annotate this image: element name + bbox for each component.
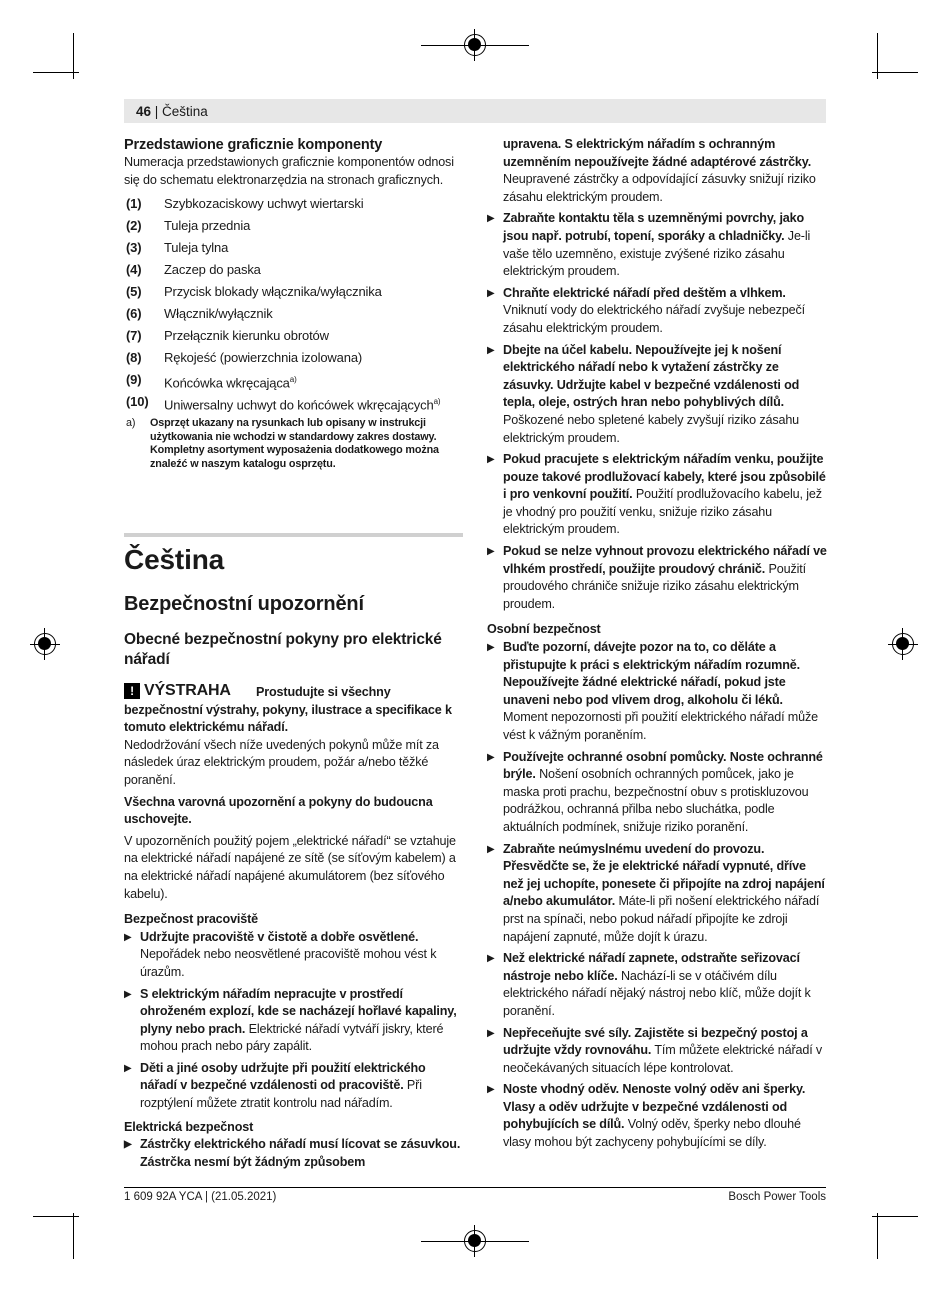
section-rule (124, 533, 463, 537)
component-item (124, 393, 464, 415)
warning-label: ! VÝSTRAHA (124, 682, 231, 700)
component-label: Końcówka wkręcająca$^{a)}$ (164, 375, 297, 391)
component-number: (8) (126, 350, 142, 366)
bullet-item: ▶ Udržujte pracoviště v čistotě a dobře osvětlené. Nepořádek nebo neosvětlené pracoviště mohou vést k úrazům. (124, 929, 464, 982)
warning-block (124, 684, 464, 737)
footer-left: 1 609 92A YCA | (21.05.2021) (124, 1191, 277, 1203)
component-item (124, 371, 464, 393)
component-number: (2) (126, 218, 142, 234)
component-number: (10) (126, 394, 149, 410)
component-item (124, 261, 464, 283)
workplace-heading: Bezpečnost pracoviště (124, 912, 259, 927)
warning-bold: Prostudujte si všechny bezpečnostní výstrahy, pokyny, ilustrace a specifikace k tomuto elektrickému nářadí. (124, 685, 452, 735)
page-header-bar (124, 99, 826, 123)
component-label: Tuleja przednia (164, 218, 251, 234)
component-item (124, 327, 464, 349)
bullet-item: ▶ Nepřeceňujte své síly. Zajistěte si bezpečný postoj a udržujte vždy rovnováhu. Tím můžete elektrické nářadí v neočekávaných situacích lépe kontrolovat. (487, 1025, 827, 1078)
component-item (124, 349, 464, 371)
footer-rule (124, 1187, 826, 1188)
right-column (487, 136, 827, 1156)
footnote-ref: a) (289, 375, 297, 385)
component-number: (5) (126, 284, 142, 300)
safety-title: Bezpečnostní upozornění (124, 593, 364, 615)
bullet-item: ▶ Buďte pozorní, dávejte pozor na to, co děláte a přistupujte k práci s elektrickým nářadím rozumně. Nepoužívejte žádné elektrické nářadí, pokud jste unaveni nebo pod vlivem drog, alkoholu či léků. Moment nepozornosti při použití elektrického nářadí může vést k vážným poraněním. (487, 639, 827, 745)
electric-heading: Elektrická bezpečnost (124, 1119, 254, 1134)
bullet-item: ▶ Pokud pracujete s elektrickým nářadím venku, použijte pouze takové prodlužovací kabely, které jsou způsobilé i pro venkovní použití. Použití prodlužovacího kabelu, jež je vhodný pro použití venku, snižuje riziko zásahu elektrickým proudem. (487, 451, 827, 539)
component-number: (1) (126, 196, 142, 212)
electric-item-first: ▶ Zástrčky elektrického nářadí musí lícovat se zásuvkou. Zástrčka nesmí být žádným způsobem (124, 1136, 464, 1171)
component-label: Uniwersalny uchwyt do końcówek wkręcających$^{a)}$ (164, 397, 441, 413)
electric-item-continued: upravena. S elektrickým nářadím s ochranným uzemněním nepoužívejte žádné adaptérové zástrčky. Neupravené zástrčky a odpovídající zásuvky snižují riziko zásahu elektrickým proudem. (503, 137, 816, 204)
component-label: Zaczep do paska (164, 262, 261, 278)
component-item (124, 239, 464, 261)
lang-title: Čeština (124, 544, 225, 575)
bullet-item: ▶ Noste vhodný oděv. Nenoste volný oděv ani šperky. Vlasy a oděv udržujte v bezpečné vzdálenosti od pohybujících se dílů. Volný oděv, šperky nebo dlouhé vlasy mohou být zachyceny pohybujícími se díly. (487, 1081, 827, 1151)
components-heading: Przedstawione graficznie komponenty (124, 137, 383, 153)
component-item (124, 217, 464, 239)
page-header: 46 | Čeština (136, 104, 208, 119)
component-number: (3) (126, 240, 142, 256)
footnote: a) Osprzęt ukazany na rysunkach lub opisany w instrukcji użytkowania nie wchodzi w standardowy zakres dostawy. Kompletny asortyment wyposażenia dodatkowego można znaleźć w naszym katalogu osprzętu. (126, 417, 439, 470)
keep-instructions: Všechna varovná upozornění a pokyny do budoucna uschovejte. (124, 794, 433, 827)
general-title: Obecné bezpečnostní pokyny pro elektrické nářadí (124, 631, 442, 668)
bullet-item: ▶ Zabraňte neúmyslnému uvedení do provozu. Přesvědčte se, že je elektrické nářadí vypnuté, dříve než jej uchopíte, ponesete či připojíte na zdroj napájení a/nebo akumulátor. Máte-li při nošení elektrického nářadí prst na spínači, nebo pokud nářadí připojíte ke zdroji napájení zapnuté, může dojít k úrazu. (487, 841, 827, 947)
component-item (124, 305, 464, 327)
bullet-item: ▶ Zabraňte kontaktu těla s uzemněnými povrchy, jako jsou např. potrubí, topení, sporáky a chladničky. Je-li vaše tělo uzemněno, existuje zvýšené riziko zásahu elektrickým proudem. (487, 210, 827, 280)
component-label: Przełącznik kierunku obrotów (164, 328, 329, 344)
component-label: Przycisk blokady włącznika/wyłącznika (164, 284, 382, 300)
bullet-item: ▶ Děti a jiné osoby udržujte při použití elektrického nářadí v bezpečné vzdálenosti od pracoviště. Při rozptýlení můžete ztratit kontrolu nad nářadím. (124, 1060, 464, 1113)
bullet-item: ▶ Chraňte elektrické nářadí před deštěm a vlhkem. Vniknutí vody do elektrického nářadí zvyšuje nebezpečí zásahu elektrickým proudem. (487, 285, 827, 338)
component-number: (9) (126, 372, 142, 388)
warning-icon: ! (124, 683, 140, 699)
footnote-ref: a) (433, 397, 441, 407)
component-label: Tuleja tylna (164, 240, 229, 256)
component-label: Szybkozaciskowy uchwyt wiertarski (164, 196, 364, 212)
component-item (124, 283, 464, 305)
bullet-item: ▶ Dbejte na účel kabelu. Nepoužívejte jej k nošení elektrického nářadí nebo k vytažení zástrčky ze zásuvky. Udržujte kabel v bezpečné vzdálenosti od tepla, oleje, ostrých hran nebo pohyblivých dílů. Poškozené nebo spletené kabely zvyšují riziko zásahu elektrickým proudem. (487, 342, 827, 448)
personal-heading: Osobní bezpečnost (487, 622, 601, 637)
header-language: Čeština (162, 104, 208, 119)
component-label: Rękojeść (powierzchnia izolowana) (164, 350, 363, 366)
warning-text: Nedodržování všech níže uvedených pokynů může mít za následek úraz elektrickým proudem, požár a/nebo těžké poranění. (124, 737, 439, 787)
component-number: (7) (126, 328, 142, 344)
bullet-item: ▶ S elektrickým nářadím nepracujte v prostředí ohroženém explozí, kde se nacházejí hořlavé kapaliny, plyny nebo prach. Elektrické nářadí vytváří jiskry, které mohou prach nebo páry zapálit. (124, 986, 464, 1056)
bullet-item: ▶ Než elektrické nářadí zapnete, odstraňte seřizovací nástroje nebo klíče. Nachází-li se v otáčivém dílu elektrického nářadí nějaký nástroj nebo klíč, může dojít k poranění. (487, 950, 827, 1020)
bullet-item: ▶ Pokud se nelze vyhnout provozu elektrického nářadí ve vlhkém prostředí, použijte proudový chránič. Použití proudového chrániče snižuje riziko zásahu elektrickým proudem. (487, 543, 827, 613)
left-column (124, 136, 464, 471)
page-number: 46 (136, 104, 152, 119)
definition-text: V upozorněních použitý pojem „elektrické nářadí“ se vztahuje na elektrické nářadí napájené ze sítě (se síťovým kabelem) a na elektrické nářadí napájené akumulátorem (bez síťového kabelu). (124, 833, 456, 901)
component-label: Włącznik/wyłącznik (164, 306, 273, 322)
left-column-cz (124, 543, 464, 1175)
workplace-list (124, 929, 464, 1113)
components-list (124, 195, 464, 415)
electric-list (487, 210, 827, 613)
personal-list (487, 639, 827, 1152)
components-intro: Numeracja przedstawionych graficznie komponentów odnosi się do schematu elektronarzędzia na stronach graficznych. (124, 155, 454, 187)
bullet-item: ▶ Používejte ochranné osobní pomůcky. Noste ochranné brýle. Nošení osobních ochranných pomůcek, jako je maska proti prachu, bezpečnostní obuv s protiskluzovou podrážkou, ochranná přilba nebo sluchátka, podle aktuálních podmínek, snižuje riziko poranění. (487, 749, 827, 837)
footer-right: Bosch Power Tools (728, 1191, 826, 1203)
component-number: (6) (126, 306, 142, 322)
component-item (124, 195, 464, 217)
component-number: (4) (126, 262, 142, 278)
